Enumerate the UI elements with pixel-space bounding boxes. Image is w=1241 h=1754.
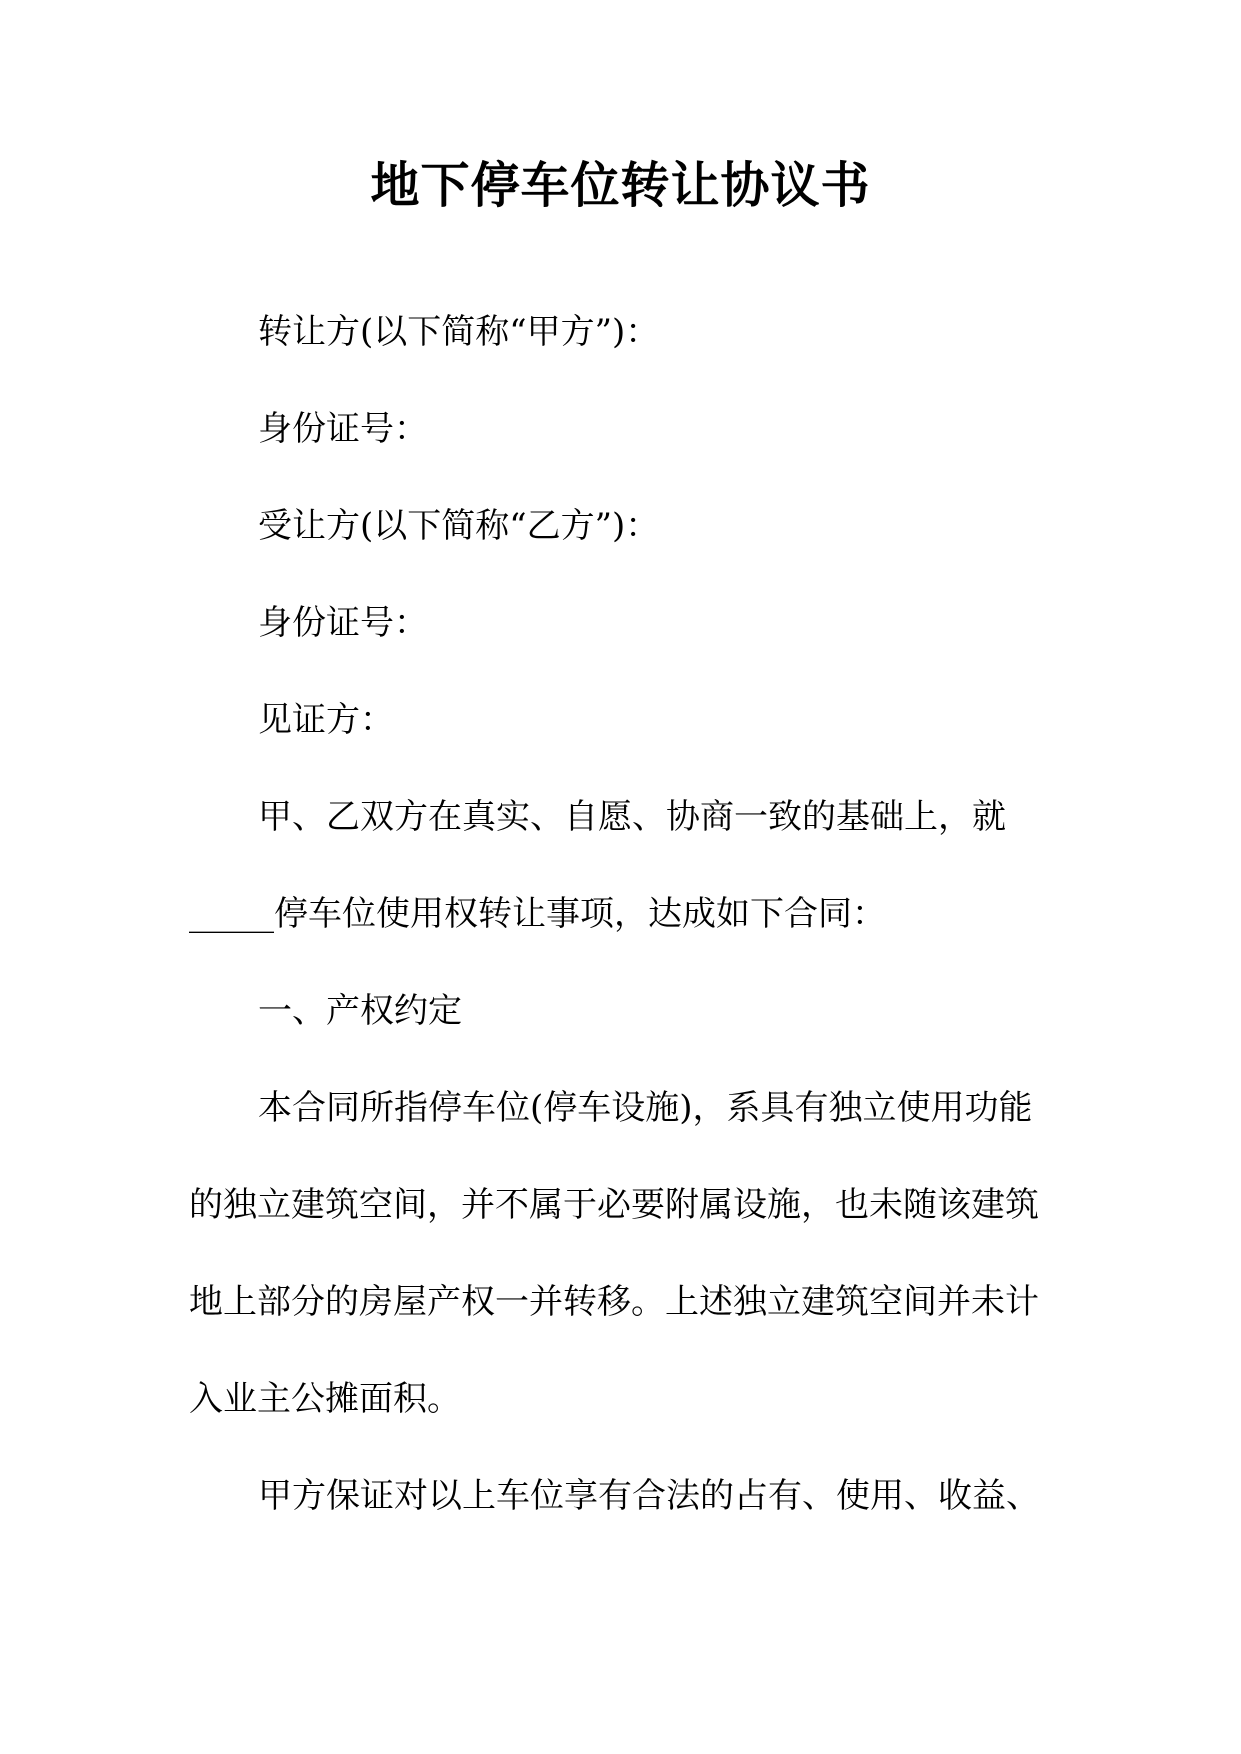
paragraph-guarantee-line-1: 甲方保证对以上车位享有合法的占有、使用、收益、 (258, 1476, 1040, 1516)
paragraph-property-line-3: 地上部分的房屋产权一并转移。上述独立建筑空间并未计 (189, 1282, 1039, 1322)
paragraph-property-line-4: 入业主公摊面积。 (189, 1379, 461, 1419)
transferor-line: 转让方(以下简称“甲方”)： (258, 312, 660, 352)
witness-line: 见证方： (258, 700, 394, 740)
section-heading-property-rights: 一、产权约定 (258, 991, 462, 1031)
transferor-id-line: 身份证号： (258, 409, 428, 449)
transferee-id-line: 身份证号： (258, 603, 428, 643)
transferee-line: 受让方(以下简称“乙方”)： (258, 506, 660, 546)
paragraph-intro-line-1: 甲、乙双方在真实、自愿、协商一致的基础上，就 (258, 797, 1006, 837)
document-title: 地下停车位转让协议书 (370, 156, 871, 214)
paragraph-property-line-1: 本合同所指停车位(停车设施)，系具有独立使用功能 (258, 1088, 1033, 1128)
paragraph-property-line-2: 的独立建筑空间，并不属于必要附属设施，也未随该建筑 (189, 1185, 1039, 1225)
paragraph-intro-line-2: _____停车位使用权转让事项，达成如下合同： (189, 894, 886, 934)
